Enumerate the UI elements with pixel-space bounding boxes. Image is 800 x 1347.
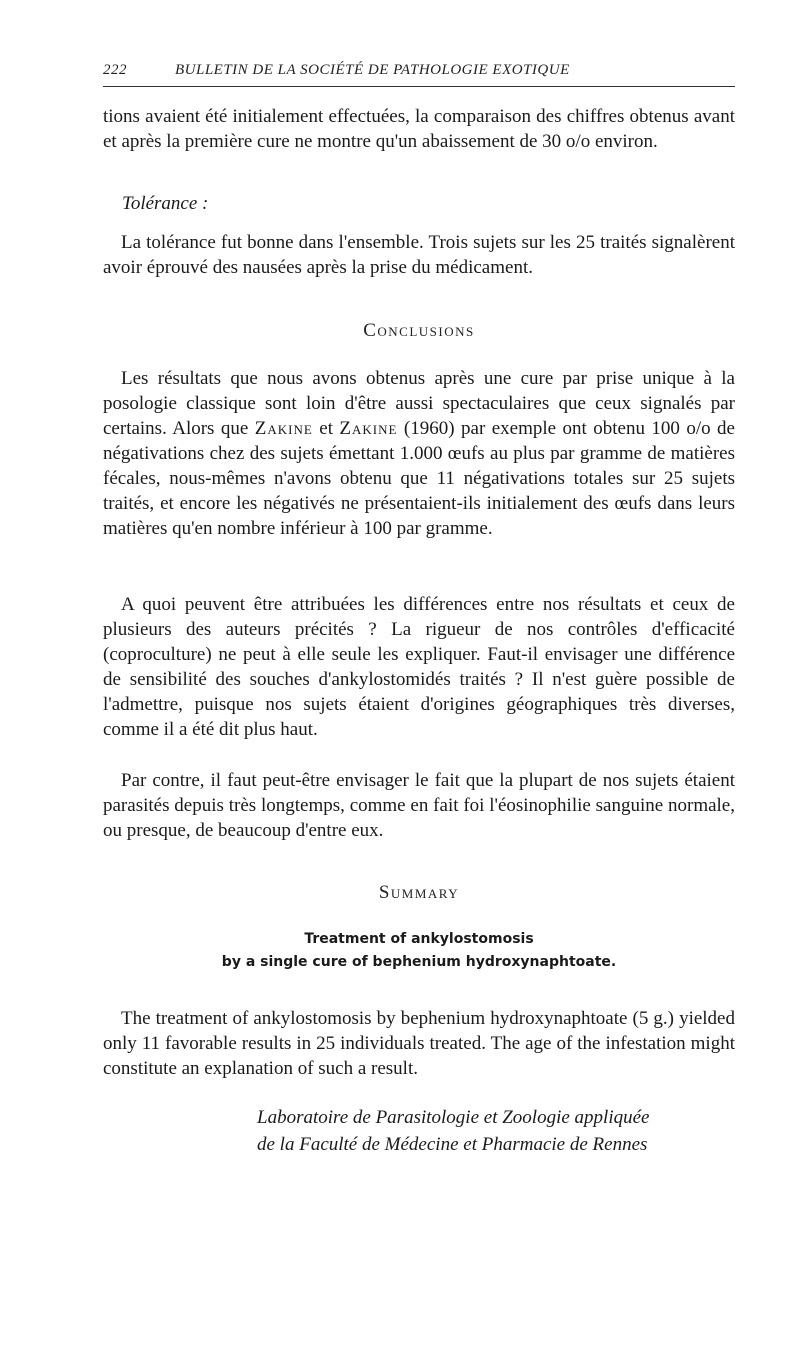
affiliation-line-2: de la Faculté de Médecine et Pharmacie de Rennes [257,1134,648,1155]
author-name: Zakine [339,418,398,439]
paragraph-conclusions-2: A quoi peuvent être attribuées les différences entre nos résultats et ceux de plusieurs des auteurs précités ? La rigueur de nos contrôles d'efficacité (coproculture) ne peut à elle seule les expliquer. Faut-il envisager une différence de sensibilité des souches d'ankylostomidés traités ? Il n'est guère possible de l'admettre, puisque nos sujets étaient d'origines géographiques très diverses, comme il a été dit plus haut. [103,594,735,740]
conclusions-heading [103,320,735,342]
p3-text-a: Les résultats que nous avons obtenus après une cure par prise unique à la posologie classique sont loin d'être aussi spectaculaires que ceux signalés par certains. Alors que [103,368,735,439]
paragraph-continuation: tions avaient été initialement effectuées, la comparaison des chiffres obtenus avant et après la première cure ne montre qu'un abaissement de 30 o/o environ. [103,106,735,152]
english-title-line-1: Treatment of ankylostomosis [304,931,534,947]
running-header [103,60,735,87]
summary-heading-text: Summary [378,882,460,903]
paragraph-tolerance: La tolérance fut bonne dans l'ensemble. Trois sujets sur les 25 traités signalèrent avoir éprouvé des nausées après la prise du médicament. [103,232,735,278]
tolerance-heading: Tolérance : [122,193,209,214]
paragraph-summary: The treatment of ankylostomosis by bephenium hydroxynaphtoate (5 g.) yielded only 11 favorable results in 25 individuals treated. The age of the infestation might constitute an explanation of such a result. [103,1008,735,1079]
affiliation [257,1104,737,1158]
paragraph-conclusions-3: Par contre, il faut peut-être envisager le fait que la plupart de nos sujets étaient parasités depuis très longtemps, comme en fait foi l'éosinophilie sanguine normale, ou presque, de beaucoup d'entre eux. [103,770,735,841]
paragraph-conclusions-1 [103,366,735,541]
conclusions-heading-text: Conclusions [363,320,475,341]
p3-and: et [312,418,340,439]
affiliation-line-1: Laboratoire de Parasitologie et Zoologie appliquée [257,1107,650,1128]
summary-heading [103,882,735,904]
page-number: 222 [103,62,127,78]
journal-title: BULLETIN DE LA SOCIÉTÉ DE PATHOLOGIE EXOTIQUE [175,62,570,78]
p3-text-b: (1960) par exemple ont obtenu 100 o/o de négativations chez des sujets émettant 1.000 œufs au plus par gramme de matières fécales, nous-mêmes n'avons obtenu que 11 négativations totales sur 25 sujets traités, et encore les négativés ne présentaient-ils initialement des œufs dans leurs matières qu'en nombre inférieur à 100 par gramme. [103,418,735,539]
english-title-line-2: by a single cure of bephenium hydroxynaphtoate. [221,954,617,970]
author-name: Zakine [254,418,313,439]
